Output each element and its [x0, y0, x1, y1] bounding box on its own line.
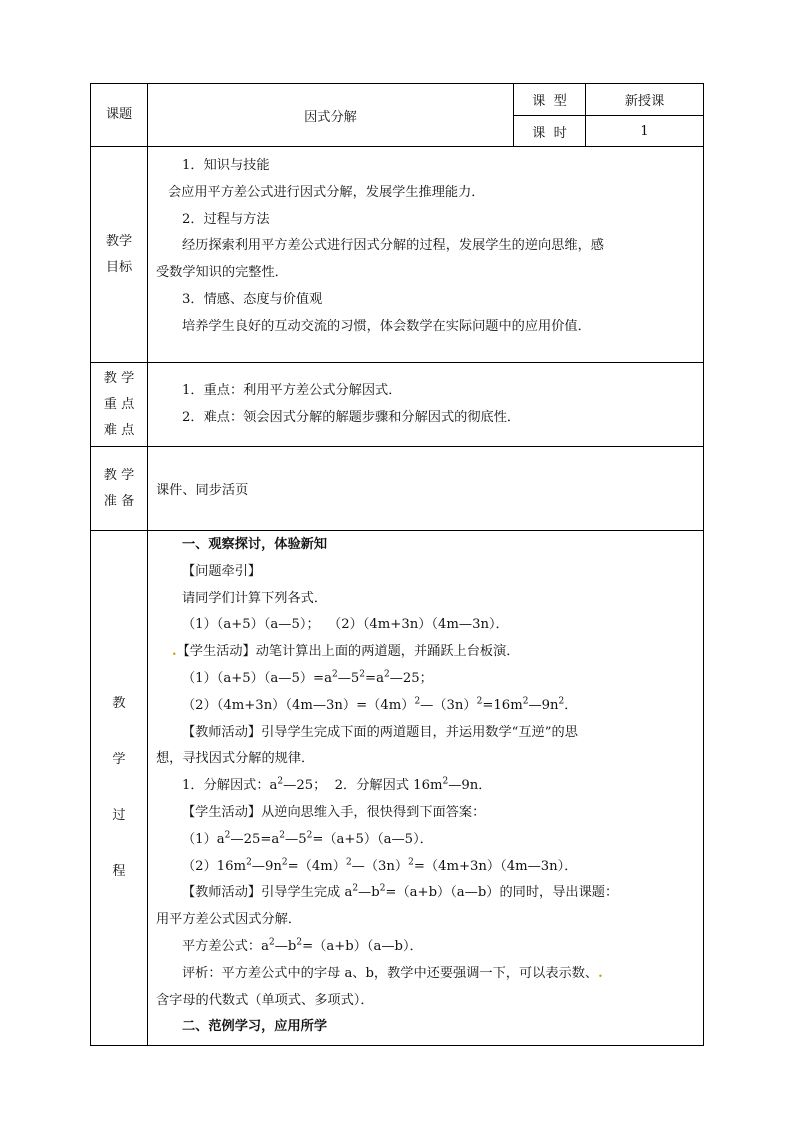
- teacher-activity-2-cont: 用平方差公式因式分解．: [156, 912, 302, 928]
- solution-1: $(1)a^2—25=a^2—5^2=(a+5)(a—5)$．: [182, 830, 433, 847]
- objectives-label-line-2: 目标: [105, 259, 133, 275]
- process-content: [148, 531, 704, 1046]
- objective-heading-1: 1．知识与技能: [182, 158, 270, 173]
- process-label-char-1: 教: [112, 696, 126, 712]
- preparation-label-line-1: 教 学: [103, 467, 135, 483]
- process-label-char-3: 过: [112, 808, 126, 824]
- question-lead: 【问题牵引】: [182, 563, 262, 579]
- objectives-label: [91, 147, 148, 363]
- key-points-label-line-3: 难 点: [103, 422, 135, 438]
- lesson-type-label: 课 型: [514, 84, 586, 116]
- answer-2: $(2)(4m+3n)(4m—3n)=(4m)^2—(3n)^2=16m^2—9n^2$．: [182, 696, 578, 713]
- solution-2: $(2)16m^2—9n^2=(4m)^2—(3n)^2=(4m+3n)(4m—3n)$．: [182, 857, 578, 874]
- key-point-2: 2．难点：领会因式分解的解题步骤和分解因式的彻底性．: [182, 409, 521, 425]
- preparation-content: 课件、同步活页: [148, 447, 704, 531]
- objective-text-2-cont: 受数学知识的完整性．: [156, 265, 288, 281]
- key-points-label-line-2: 重 点: [103, 396, 135, 412]
- objective-text-1: 会应用平方差公式进行因式分解，发展学生推理能力．: [168, 184, 485, 200]
- question-text: 请同学们计算下列各式．: [182, 590, 328, 606]
- objectives-label-line-1: 教学: [105, 233, 133, 249]
- review-note: 评析：平方差公式中的字母 a、b，教学中还要强调一下，可以表示数、.: [182, 965, 603, 981]
- objective-heading-2: 2．过程与方法: [182, 211, 270, 227]
- objective-text-3: 培养学生良好的互动交流的习惯，体会数学在实际问题中的应用价值．: [182, 318, 591, 334]
- lesson-hours-label: 课 时: [514, 116, 586, 147]
- lesson-type-value: 新授课: [586, 84, 704, 116]
- preparation-label: [91, 447, 148, 531]
- objective-heading-3: 3．情感、态度与价值观: [182, 291, 323, 307]
- process-label: [91, 531, 148, 1046]
- lesson-plan-document: [90, 83, 703, 1046]
- objectives-content: [148, 147, 704, 363]
- subject-label: 课题: [91, 84, 148, 147]
- margin-mark: .: [172, 644, 177, 660]
- section-1-title: 一、观察探讨，体验新知: [182, 537, 328, 552]
- teacher-activity-1-cont: 想，寻找因式分解的规律．: [156, 751, 315, 767]
- objective-text-2: 经历探索利用平方差公式进行因式分解的过程，发展学生的逆向思维，感: [182, 238, 604, 254]
- process-label-char-4: 程: [112, 864, 126, 880]
- review-note-cont: 含字母的代数式（单项式、多项式）．: [156, 992, 374, 1008]
- key-points-content: [148, 363, 704, 447]
- process-label-char-2: 学: [112, 752, 126, 768]
- difference-of-squares-formula: 平方差公式：$a^2—b^2=(a+b)(a—b)$．: [182, 937, 423, 954]
- preparation-label-line-2: 准 备: [103, 493, 135, 509]
- question-items: （1）（a+5）（a—5）； （2）（4m+3n）（4m—3n）．: [182, 617, 509, 633]
- answer-1: $(1)(a+5)(a—5)=a^2—5^2=a^2—25$；: [182, 669, 433, 686]
- student-activity-2: 【学生活动】从逆向思维入手，很快得到下面答案：: [182, 804, 486, 820]
- teacher-activity-2: 【教师活动】引导学生完成 $a^2—b^2=(a+b)(a—b)$的同时，导出课题：: [182, 883, 619, 901]
- section-2-title: 二、范例学习，应用所学: [182, 1019, 328, 1035]
- teacher-activity-1: 【教师活动】引导学生完成下面的两道题目，并运用数学“互逆”的思: [182, 724, 578, 740]
- factor-exercises: 1．分解因式：$a^2—25$； 2．分解因式 $16m^2—9n$．: [182, 776, 492, 794]
- student-activity-1: .【学生活动】动笔计算出上面的两道题，并踊跃上台板演．: [156, 639, 695, 666]
- lesson-hours-value: 1: [586, 116, 704, 147]
- margin-mark: .: [598, 965, 603, 981]
- key-points-label-line-1: 教 学: [103, 370, 135, 386]
- subject-value: 因式分解: [148, 84, 514, 147]
- key-points-label: [91, 363, 148, 447]
- key-point-1: 1．重点：利用平方差公式分解因式．: [182, 382, 402, 398]
- lesson-plan-table: [90, 83, 704, 1046]
